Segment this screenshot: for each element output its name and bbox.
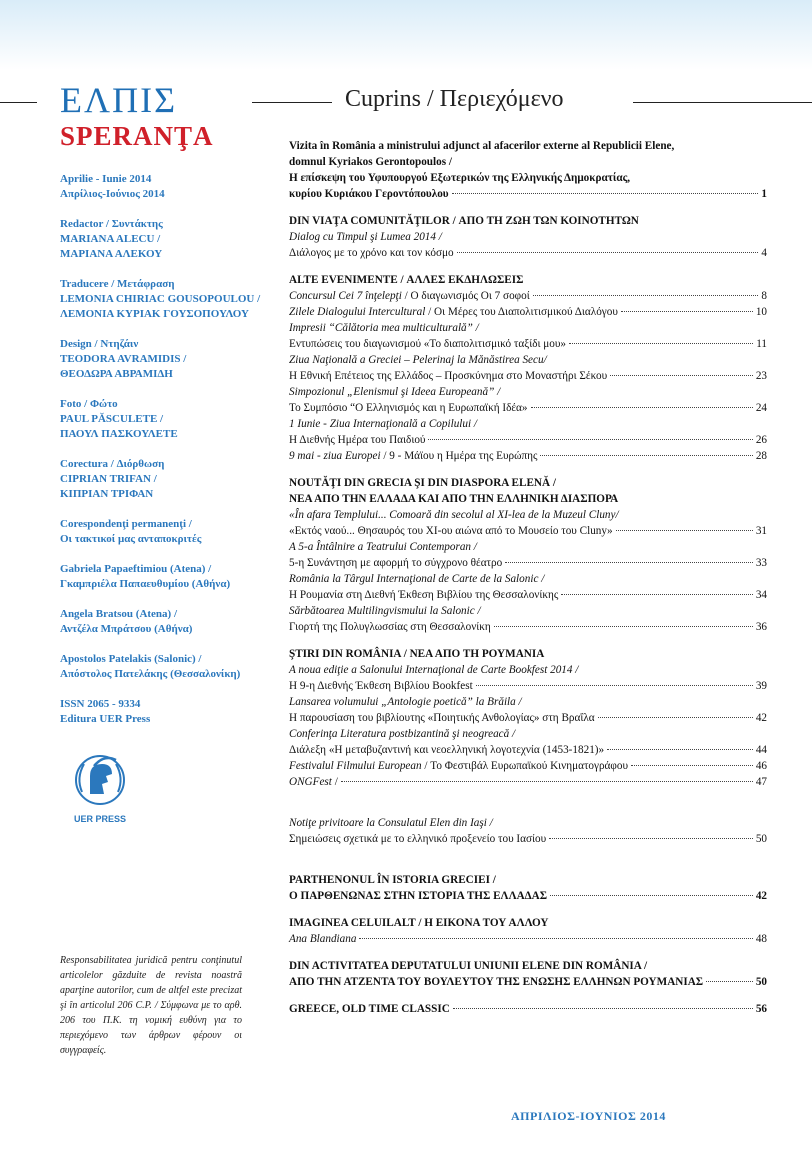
entry-title [289, 507, 619, 523]
entry-title-romanian: ONGFest [289, 776, 332, 788]
toc-section [289, 475, 767, 635]
table-of-contents [289, 138, 767, 1028]
page-number: 42 [755, 890, 767, 902]
dot-leader [706, 981, 753, 982]
page-number: 33 [755, 557, 767, 569]
section-heading: DIN VIAŢA COMUNITĂŢILOR / ΑΠΟ ΤΗ ΖΩΗ ΤΩΝ ΚΟΙΝΟΤΗΤΩΝ [289, 215, 639, 227]
page-number: 10 [755, 306, 767, 318]
page-number: 4 [761, 247, 767, 259]
toc-entry[interactable] [289, 523, 767, 539]
toc-entry[interactable] [289, 320, 767, 336]
entry-title-text: domnul Kyriakos Gerontopoulos / [289, 156, 452, 168]
toc-entry[interactable] [289, 416, 767, 432]
credit-line: Aprilie - Iunie 2014 [60, 173, 152, 185]
entry-title-text: ΑΠΟ ΤΗΝ ΑΤΖΕΝΤΑ ΤΟΥ ΒΟΥΛΕΥΤΟΥ ΤΗΣ ΕΝΩΣΗΣ ΕΛΛΗΝΩΝ ΡΟΥΜΑΝΙΑΣ [289, 976, 704, 988]
credit-block [60, 217, 260, 262]
entry-title [289, 619, 491, 635]
toc-section [289, 872, 767, 904]
toc-entry[interactable] [289, 619, 767, 635]
toc-entry[interactable] [289, 288, 767, 304]
dot-leader [540, 455, 752, 456]
entry-title-text: Σημειώσεις σχετικά με το ελληνικό προξενείο του Ιασίου [289, 833, 547, 845]
credit-line: Απόστολος Πατελάκης (Θεσσαλονίκη) [60, 668, 241, 680]
entry-title [289, 384, 500, 400]
page-number: 26 [755, 434, 767, 446]
toc-entry[interactable] [289, 186, 767, 202]
entry-title-romanian: «În afara Templului... Comoară din secolul al XI-lea de la Muzeul Cluny/ [289, 509, 619, 521]
toc-entry[interactable] [289, 1001, 767, 1017]
entry-title [289, 170, 630, 186]
entry-title-text: «Εκτός ναού... Θησαυρός του ΧΙ-ου αιώνα από το Μουσείο του Cluny» [289, 525, 613, 537]
toc-entry[interactable] [289, 888, 767, 904]
toc-entry[interactable] [289, 170, 767, 186]
page-number: 39 [755, 680, 767, 692]
dot-leader [549, 838, 753, 839]
toc-entry[interactable] [289, 758, 767, 774]
entry-title-romanian: Concursul Cei 7 înţelepţi [289, 290, 402, 302]
entry-title [289, 245, 454, 261]
legal-disclaimer: Responsabilitatea juridică pentru conţinutul articolelor găzduite de revista noastră aparţine autorilor, cum de altfel este precizat şi în articolul 206 C.P. / Σύμφωνα με το αρθ. 206 του Π.Κ. τη νομική ευθύνη για το περιεχόμενο των άρθρων φέρουν οι συγγραφείς. [60, 955, 242, 1056]
credit-block [60, 337, 260, 382]
credit-line: Angela Bratsou (Atena) / [60, 608, 178, 620]
uer-press-emblem-icon [60, 748, 140, 828]
entry-title-romanian: A noua ediţie a Salonului Internaţional de Carte Bookfest 2014 / [289, 664, 579, 676]
credit-block [60, 172, 260, 202]
toc-entry[interactable] [289, 694, 767, 710]
page-number: 50 [755, 833, 767, 845]
credit-line: Corespondenţi permanenţi / [60, 518, 192, 530]
credit-line: Οι τακτικοί μας ανταποκριτές [60, 533, 202, 545]
dot-leader [610, 375, 753, 376]
credit-block [60, 277, 260, 322]
dot-leader [531, 407, 753, 408]
credit-line: LEMONIA CHIRIAC GOUSOPOULOU / [60, 293, 261, 305]
entry-title [289, 742, 604, 758]
entry-title-text: Εντυπώσεις του διαγωνισμού «Το διαπολιτισμικό ταξίδι μου» [289, 338, 567, 350]
toc-entry[interactable] [289, 678, 767, 694]
toc-entry[interactable] [289, 710, 767, 726]
dot-leader [359, 938, 752, 939]
entry-title-text: Ο ΠΑΡΘΕΝΩΝΑΣ ΣΤΗΝ ΙΣΤΟΡΙΑ ΤΗΣ ΕΛΛΑΔΑΣ [289, 890, 548, 902]
credit-line: ΘΕΟΔΩΡΑ ΑΒΡΑΜΙΔΗ [60, 368, 173, 380]
toc-entry[interactable] [289, 742, 767, 758]
credit-line: Design / Ντηζάιν [60, 338, 139, 350]
entry-title-text: Η επίσκεψη του Υφυπουργού Εξωτερικών της Ελληνικής Δημοκρατίας, [289, 172, 631, 184]
entry-title-text: Η 9-η Διεθνής Έκθεση Βιβλίου Bookfest [289, 680, 473, 692]
toc-entry[interactable] [289, 774, 767, 790]
page-number: 28 [755, 450, 767, 462]
entry-title-text: Η παρουσίαση του βιβλίουτης «Ποιητικής Ανθολογίας» στη Βραΐλα [289, 712, 595, 724]
credit-line: ISSN 2065 - 9334 [60, 698, 141, 710]
section-spacer [289, 801, 767, 815]
entry-title [289, 694, 522, 710]
entry-title-text: / [331, 776, 338, 788]
entry-title [289, 368, 607, 384]
toc-section [289, 272, 767, 464]
toc-entry[interactable] [289, 539, 767, 555]
toc-entry[interactable] [289, 448, 767, 464]
entry-title [289, 138, 674, 154]
entry-title-romanian: România la Târgul Internaţional de Carte de la Salonic / [289, 573, 545, 585]
credit-block [60, 562, 260, 592]
page-number: 50 [755, 976, 767, 988]
entry-title [289, 523, 613, 539]
header-rule-middle [252, 102, 332, 103]
entry-title [289, 726, 515, 742]
entry-title-romanian: Notiţe privitoare la Consulatul Elen din Iaşi / [289, 817, 493, 829]
entry-title-text: Η Ρουμανία στη Διεθνή Έκθεση Βιβλίου της Θεσσαλονίκης [289, 589, 559, 601]
entry-title [289, 229, 442, 245]
toc-section [289, 138, 767, 202]
dot-leader [341, 781, 753, 782]
entry-title [289, 154, 452, 170]
entry-title [289, 931, 356, 947]
entry-title [289, 432, 425, 448]
toc-entry[interactable] [289, 229, 767, 245]
dot-leader [476, 685, 753, 686]
credit-block [60, 697, 260, 727]
credit-line: ΛΕΜΟΝΙΑ ΚΥΡΙΑΚ ΓΟΥΣΟΠΟΥΛΟΥ [60, 308, 249, 320]
entry-title-romanian: Sărbătoarea Multilingvismului la Salonic / [289, 605, 481, 617]
entry-title [289, 888, 547, 904]
dot-leader [533, 295, 759, 296]
logo-latin: SPERANŢA [60, 121, 214, 151]
entry-title [289, 974, 703, 990]
entry-title-text: Διάλογος με το χρόνο και τον κόσμο [289, 247, 454, 259]
dot-leader [598, 717, 753, 718]
toc-entry[interactable] [289, 432, 767, 448]
toc-entry[interactable] [289, 336, 767, 352]
section-heading: IMAGINEA CELUILALT / Η ΕΙΚΟΝΑ ΤΟΥ ΑΛΛΟΥ [289, 917, 549, 929]
credit-line: Αντζέλα Μπράτσου (Αθήνα) [60, 623, 193, 635]
page-number: 34 [755, 589, 767, 601]
header-rule-right [633, 102, 812, 103]
dot-leader [505, 562, 753, 563]
masthead-credits [60, 172, 260, 727]
entry-title-romanian: Ana Blandiana [289, 933, 357, 945]
entry-title-romanian: 1 Iunie - Ziua Internaţională a Copilului / [289, 418, 478, 430]
section-heading: DIN ACTIVITATEA DEPUTATULUI UNIUNII ELENE DIN ROMÂNIA / [289, 960, 648, 972]
toc-entry[interactable] [289, 154, 767, 170]
header-rule-left [0, 102, 37, 103]
page-number: 8 [761, 290, 767, 302]
masthead-sidebar [60, 80, 260, 833]
credit-block [60, 652, 260, 682]
toc-entry[interactable] [289, 815, 767, 831]
page-number: 56 [755, 1003, 767, 1015]
entry-title [289, 1001, 450, 1017]
entry-title-text: / Το Φεστιβάλ Ευρωπαϊκού Κινηματογράφου [421, 760, 629, 772]
credit-line: ΚΙΠΡΙΑΝ ΤΡΙΦΑΝ [60, 488, 154, 500]
credit-line: Απρίλιος-Ιούνιος 2014 [60, 188, 165, 200]
credit-block [60, 457, 260, 502]
entry-title-text: / 9 - Μάϊου η Ημέρα της Ευρώπης [380, 450, 538, 462]
dot-leader [428, 439, 752, 440]
toc-entry[interactable] [289, 384, 767, 400]
entry-title [289, 448, 537, 464]
credit-block [60, 397, 260, 442]
toc-section [289, 1001, 767, 1017]
dot-leader [631, 765, 753, 766]
entry-title-romanian: Lansarea volumului „Antologie poetică” la Brăila / [289, 696, 522, 708]
credit-block [60, 517, 260, 547]
entry-title-romanian: 9 mai - ziua Europei [289, 450, 381, 462]
credit-line: ΜΑΡΙΑΝΑ ΑΛΕΚΟΥ [60, 248, 163, 260]
entry-title [289, 186, 449, 202]
credit-line: Apostolos Patelakis (Salonic) / [60, 653, 202, 665]
entry-title [289, 678, 473, 694]
page-number: 31 [755, 525, 767, 537]
entry-title [289, 571, 544, 587]
toc-entry[interactable] [289, 603, 767, 619]
toc-entry[interactable] [289, 507, 767, 523]
entry-title [289, 304, 618, 320]
entry-title [289, 539, 477, 555]
toc-entry[interactable] [289, 368, 767, 384]
toc-entry[interactable] [289, 555, 767, 571]
toc-entry[interactable] [289, 245, 767, 261]
page-number: 47 [755, 776, 767, 788]
toc-entry[interactable] [289, 571, 767, 587]
entry-title-text: 5-η Συνάντηση με αφορμή το σύγχρονο θέατρο [289, 557, 503, 569]
page-number: 48 [755, 933, 767, 945]
toc-entry[interactable] [289, 138, 767, 154]
entry-title-romanian: Ziua Naţională a Greciei – Pelerinaj la Mănăstirea Secu/ [289, 354, 547, 366]
entry-title [289, 815, 493, 831]
entry-title [289, 400, 528, 416]
toc-entry[interactable] [289, 931, 767, 947]
credit-line: CIPRIAN TRIFAN / [60, 473, 157, 485]
toc-section [289, 213, 767, 261]
entry-title-text: GREECE, OLD TIME CLASSIC [289, 1003, 450, 1015]
toc-entry[interactable] [289, 587, 767, 603]
credit-line: MARIANA ALECU / [60, 233, 161, 245]
toc-entry[interactable] [289, 974, 767, 990]
entry-title [289, 336, 566, 352]
credit-line: Redactor / Συντάκτης [60, 218, 163, 230]
entry-title-romanian: Conferinţa Literatura postbizantină şi neogreacă / [289, 728, 516, 740]
toc-entry[interactable] [289, 662, 767, 678]
issue-footer: ΑΠΡΙΛΙΟΣ-ΙΟΥΝΙΟΣ 2014 [511, 1109, 666, 1123]
entry-title [289, 352, 547, 368]
toc-section [289, 915, 767, 947]
credit-block [60, 607, 260, 637]
toc-entry[interactable] [289, 352, 767, 368]
toc-section [289, 815, 767, 847]
entry-title-text: Η Εθνική Επέτειος της Ελλάδος – Προσκύνημα στο Μοναστήρι Σέκου [289, 370, 608, 382]
entry-title-text: κυρίου Κυριάκου Γεροντόπουλου [289, 188, 449, 200]
credit-line: TEODORA AVRAMIDIS / [60, 353, 187, 365]
entry-title-romanian: Simpozionul „Elenismul şi Ideea Europeană” / [289, 386, 501, 398]
entry-title-text: Το Συμπόσιο “Ο Ελληνισμός και η Ευρωπαϊκή Ιδέα» [289, 402, 528, 414]
toc-entry[interactable] [289, 400, 767, 416]
entry-title [289, 320, 479, 336]
section-heading: PARTHENONUL ÎN ISTORIA GRECIEI / [289, 874, 496, 886]
toc-entry[interactable] [289, 726, 767, 742]
entry-title-text: Η Διεθνής Ημέρα του Παιδιού [289, 434, 426, 446]
entry-title-romanian: A 5-a Întâlnire a Teatrului Contemporan / [289, 541, 477, 553]
entry-title-romanian: Dialog cu Timpul şi Lumea 2014 / [289, 231, 442, 243]
section-heading: ŞTIRI DIN ROMÂNIA / ΝΕΑ ΑΠΟ ΤΗ ΡΟΥΜΑΝΙΑ [289, 648, 545, 660]
credit-line: Editura UER Press [60, 713, 151, 725]
entry-title [289, 416, 477, 432]
entry-title-text: Διάλεξη «Η μεταβυζαντινή και νεοελληνική λογοτεχνία (1453-1821)» [289, 744, 605, 756]
section-heading: NOUTĂŢI DIN GRECIA ŞI DIN DIASPORA ELENĂ / [289, 477, 556, 489]
entry-title [289, 603, 481, 619]
toc-section [289, 958, 767, 990]
dot-leader [561, 594, 753, 595]
logo-greek: ΕΛΠΙΣ [60, 80, 178, 120]
page-number: 44 [755, 744, 767, 756]
entry-title [289, 831, 546, 847]
entry-title-romanian: Zilele Dialogului Intercultural [289, 306, 426, 318]
page-number: 23 [755, 370, 767, 382]
page-number: 46 [755, 760, 767, 772]
credit-line: Γκαμπριέλα Παπαευθυμίου (Αθήνα) [60, 578, 231, 590]
entry-title-text: Vizita în România a ministrului adjunct al afacerilor externe al Republicii Elene, [289, 140, 675, 152]
credit-line: Foto / Φώτο [60, 398, 118, 410]
page-number: 1 [761, 188, 767, 200]
entry-title-text: / Οι Μέρες του Διαπολιτισμικού Διαλόγου [425, 306, 618, 318]
section-heading: ΝΕΑ ΑΠΟ ΤΗΝ ΕΛΛΑΔΑ ΚΑΙ ΑΠΟ ΤΗΝ ΕΛΛΗΝΙΚΗ ΔΙΑΣΠΟΡΑ [289, 493, 619, 505]
dot-leader [607, 749, 753, 750]
credit-line: PAUL PĂSCULETE / [60, 413, 164, 425]
dot-leader [453, 1008, 753, 1009]
credit-line: ΠΑΟΥΛ ΠΑΣΚΟΥΛΕΤΕ [60, 428, 178, 440]
entry-title [289, 288, 530, 304]
dot-leader [494, 626, 753, 627]
entry-title-text: / Ο διαγωνισμός Οι 7 σοφοί [401, 290, 530, 302]
top-gradient-band [0, 0, 812, 70]
credit-line: Gabriela Papaeftimiou (Atena) / [60, 563, 212, 575]
entry-title [289, 587, 558, 603]
page-number: 11 [756, 338, 767, 350]
emblem-label: UER PRESS [73, 814, 127, 824]
dot-leader [616, 530, 753, 531]
dot-leader [457, 252, 759, 253]
entry-title [289, 774, 338, 790]
toc-entry[interactable] [289, 304, 767, 320]
dot-leader [452, 193, 759, 194]
page-number: 42 [755, 712, 767, 724]
dot-leader [569, 343, 753, 344]
entry-title [289, 555, 502, 571]
credit-line: Traducere / Μετάφραση [60, 278, 175, 290]
page-number: 24 [755, 402, 767, 414]
entry-title [289, 758, 628, 774]
toc-title: Cuprins / Περιεχόμενο [345, 86, 564, 112]
entry-title [289, 710, 595, 726]
section-heading: ALTE EVENIMENTE / ΑΛΛΕΣ ΕΚΔΗΛΩΣΕΙΣ [289, 274, 524, 286]
section-spacer [289, 858, 767, 872]
entry-title-romanian: Festivalul Filmului European [289, 760, 422, 772]
credit-line: Corectura / Διόρθωση [60, 458, 165, 470]
page-number: 36 [755, 621, 767, 633]
toc-entry[interactable] [289, 831, 767, 847]
dot-leader [550, 895, 753, 896]
toc-section [289, 646, 767, 790]
entry-title-romanian: Impresii “Călătoria mea multiculturală” / [289, 322, 479, 334]
dot-leader [621, 311, 753, 312]
entry-title [289, 662, 578, 678]
entry-title-text: Γιορτή της Πολυγλωσσίας στη Θεσσαλονίκη [289, 621, 491, 633]
